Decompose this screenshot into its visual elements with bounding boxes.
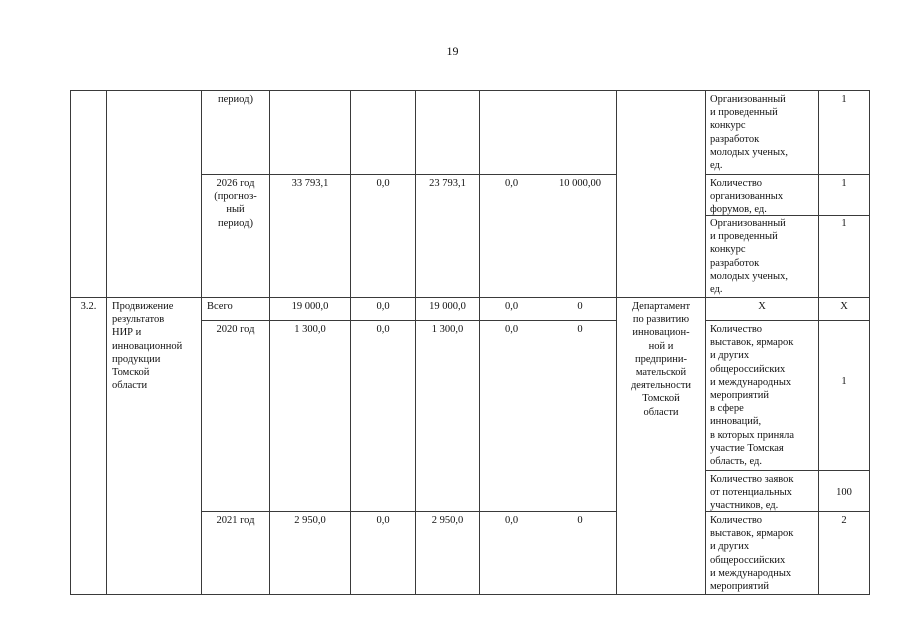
item-number: 3.2.: [80, 301, 97, 312]
indicator-value-cell: 2: [841, 515, 847, 526]
local-cell: 0,0: [504, 515, 519, 526]
period-cell: 2021 год: [216, 515, 255, 526]
local-cell: 0,0: [504, 301, 519, 312]
period-cell: 2026 год (прогноз- ный период): [214, 178, 257, 229]
indicator-value-cell: 100: [836, 487, 852, 498]
federal-cell: 0,0: [376, 324, 390, 335]
column-divider: [705, 90, 706, 595]
total-cell: 33 793,1: [291, 178, 329, 189]
page-number: 19: [446, 44, 459, 58]
federal-cell: 0,0: [376, 178, 390, 189]
executor-cell: Департамент по развитию инновацион- ной и предприни- мательской деятельности Томской области: [630, 301, 692, 418]
total-cell: 19 000,0: [291, 301, 329, 312]
item-name: Продвижение результатов НИР и инновационной продукции Томской области: [112, 301, 183, 392]
indicator-value-cell: 1: [841, 218, 847, 229]
indicator-cell: X: [758, 301, 766, 312]
indicator-cell: Организованный и проведенный конкурс разработок молодых ученых, ед.: [710, 94, 788, 172]
extrabudget-cell: 10 000,00: [559, 178, 601, 189]
indicator-value-cell: 1: [841, 94, 847, 105]
table-border-bottom: [70, 594, 870, 595]
regional-cell: 23 793,1: [429, 178, 466, 189]
period-cell: период): [218, 94, 253, 105]
regional-cell: 1 300,0: [431, 324, 464, 335]
indicator-value-cell: 1: [841, 376, 847, 387]
indicator-cell: Количество заявок от потенциальных участников, ед.: [710, 474, 794, 512]
row-divider: [705, 320, 870, 321]
row-divider: [201, 320, 616, 321]
table-border-right: [869, 90, 870, 595]
table-border-left: [70, 90, 71, 595]
total-cell: 1 300,0: [294, 324, 326, 335]
extrabudget-cell: 0: [577, 301, 583, 312]
extrabudget-cell: 0: [577, 324, 583, 335]
extrabudget-cell: 0: [577, 515, 583, 526]
indicator-cell: Количество выставок, ярмарок и других общероссийских и международных мероприятий: [710, 515, 794, 593]
local-cell: 0,0: [504, 324, 519, 335]
table-border-top: [70, 90, 870, 91]
row-divider: [705, 174, 870, 175]
program-table: [70, 90, 870, 595]
indicator-value-cell: X: [840, 301, 848, 312]
row-divider: [201, 511, 616, 512]
local-cell: 0,0: [504, 178, 519, 189]
regional-cell: 2 950,0: [431, 515, 464, 526]
row-divider: [201, 174, 616, 175]
indicator-value-cell: 1: [841, 178, 847, 189]
column-divider: [106, 90, 107, 595]
row-divider: [70, 297, 870, 298]
period-cell: Всего: [207, 301, 233, 312]
federal-cell: 0,0: [376, 515, 390, 526]
row-divider: [705, 470, 870, 471]
indicator-cell: Количество выставок, ярмарок и других общероссийских и международных мероприятий в сфере инноваций, в которых приняла участие Томская область, ед.: [710, 324, 794, 468]
indicator-cell: Количество организованных форумов, ед.: [710, 178, 784, 216]
indicator-cell: Организованный и проведенный конкурс разработок молодых ученых, ед.: [710, 218, 788, 296]
federal-cell: 0,0: [376, 301, 390, 312]
total-cell: 2 950,0: [294, 515, 326, 526]
regional-cell: 19 000,0: [429, 301, 466, 312]
period-cell: 2020 год: [216, 324, 255, 335]
